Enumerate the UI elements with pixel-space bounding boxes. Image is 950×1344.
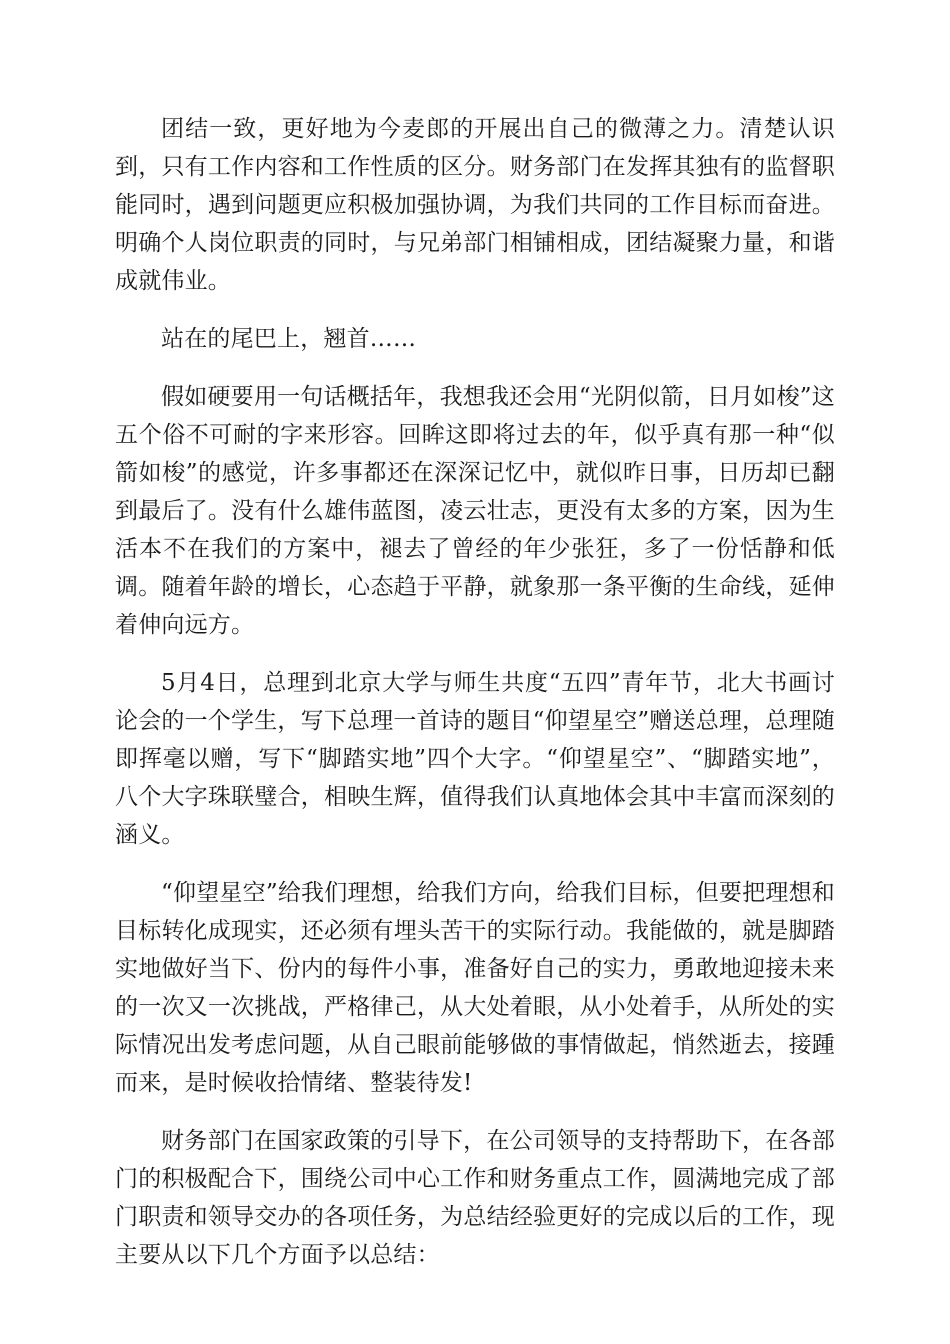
document-body: [115, 110, 835, 1294]
paragraph-5: “仰望星空”给我们理想，给我们方向，给我们目标，但要把理想和目标转化成现实，还必须有埋头苦干的实际行动。我能做的，就是脚踏实地做好当下、份内的每件小事，准备好自己的实力，勇敢地迎接未来的一次又一次挑战，严格律己，从大处着眼，从小处着手，从所处的实际情况出发考虑问题，从自己眼前能够做的事情做起，悄然逝去，接踵而来，是时候收拾情绪、整装待发!: [115, 880, 835, 1096]
paragraph-3: 假如硬要用一句话概括年，我想我还会用“光阴似箭，日月如梭”这五个俗不可耐的字来形容。回眸这即将过去的年，似乎真有那一种“似箭如梭”的感觉，许多事都还在深深记忆中，就似昨日事，日历却已翻到最后了。没有什么雄伟蓝图，凌云壮志，更没有太多的方案，因为生活本不在我们的方案中，褪去了曾经的年少张狂，多了一份恬静和低调。随着年龄的增长，心态趋于平静，就象那一条平衡的生命线，延伸着伸向远方。: [115, 384, 835, 638]
paragraph-1: 团结一致，更好地为今麦郎的开展出自己的微薄之力。清楚认识到，只有工作内容和工作性质的区分。财务部门在发挥其独有的监督职能同时，遇到问题更应积极加强协调，为我们共同的工作目标而奋进。明确个人岗位职责的同时，与兄弟部门相铺相成，团结凝聚力量，和谐成就伟业。: [115, 116, 835, 294]
paragraph-4: 5月4日，总理到北京大学与师生共度“五四”青年节，北大书画讨论会的一个学生，写下总理一首诗的题目“仰望星空”赠送总理，总理随即挥毫以赠，写下“脚踏实地”四个大字。“仰望星空”、“脚踏实地”，八个大字珠联璧合，相映生辉，值得我们认真地体会其中丰富而深刻的涵义。: [115, 670, 835, 848]
paragraph-6: 财务部门在国家政策的引导下，在公司领导的支持帮助下，在各部门的积极配合下，围绕公司中心工作和财务重点工作，圆满地完成了部门职责和领导交办的各项任务，为总结经验更好的完成以后的工作，现主要从以下几个方面予以总结：: [115, 1128, 835, 1268]
paragraph-2: 站在的尾巴上，翘首……: [161, 326, 417, 352]
